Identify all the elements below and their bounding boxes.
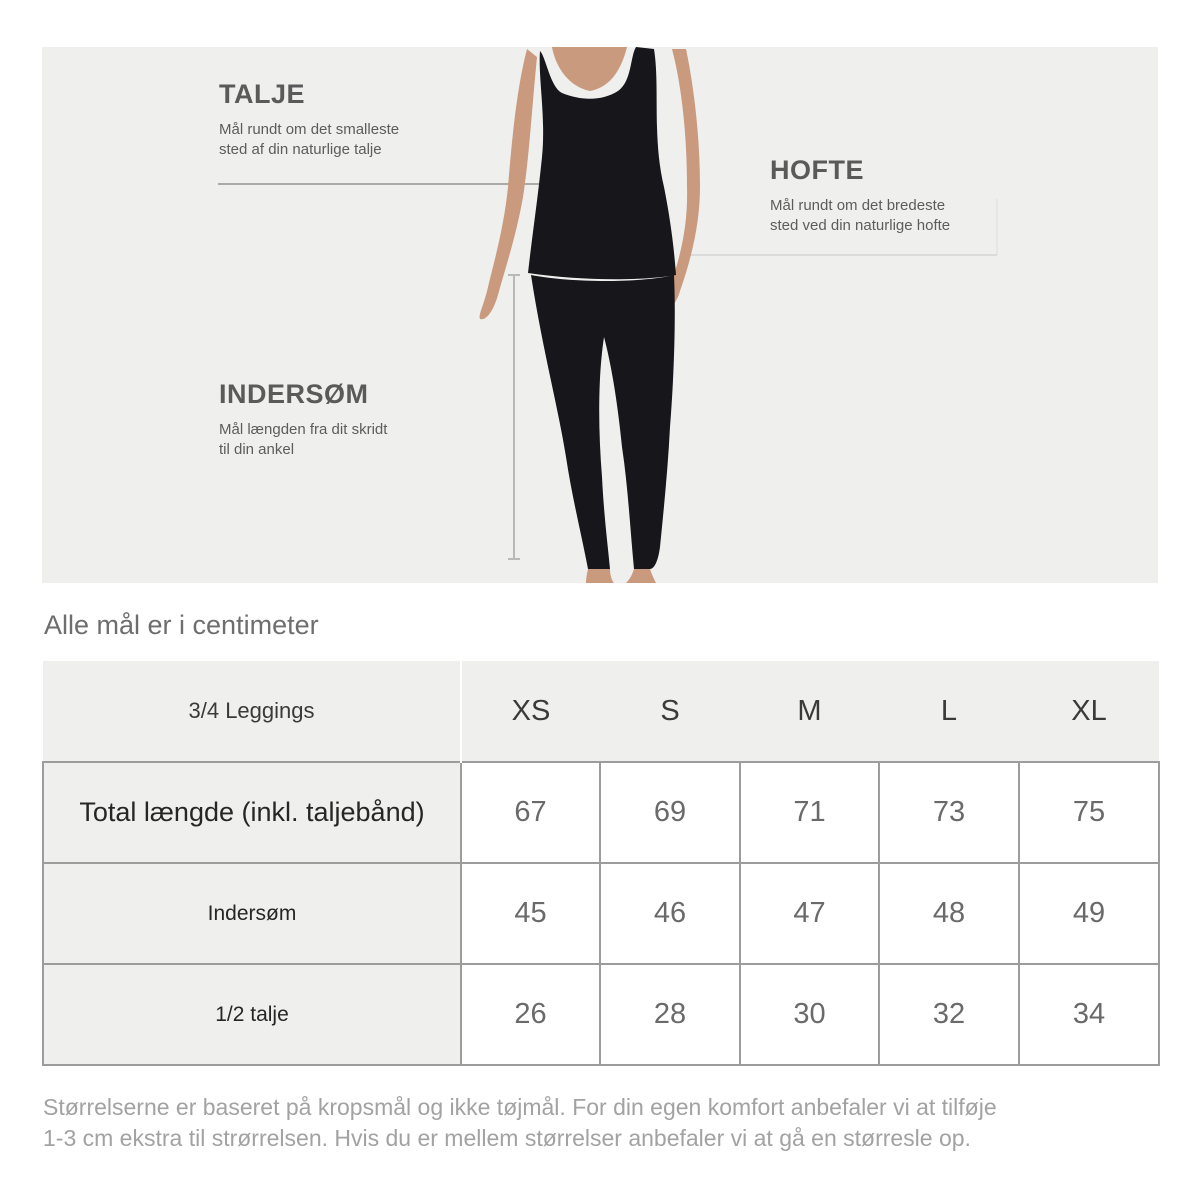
table-cell: 32 — [879, 964, 1019, 1065]
sizing-footnote — [43, 1092, 1153, 1154]
table-cell: 30 — [740, 964, 879, 1065]
row-label-inseam: Indersøm — [43, 863, 461, 964]
table-row-inseam — [43, 863, 1159, 964]
table-cell: 73 — [879, 762, 1019, 863]
table-cell: 26 — [461, 964, 600, 1065]
waist-desc-line-1: Mål rundt om det smalleste — [219, 121, 400, 138]
waist-desc-line-2: sted af din naturlige talje — [219, 141, 382, 158]
inseam-desc-line-1: Mål længden fra dit skridt — [219, 421, 388, 438]
inseam-title: INDERSØM — [219, 379, 369, 409]
hip-title: HOFTE — [770, 155, 864, 185]
table-cell: 28 — [600, 964, 740, 1065]
leggings — [531, 275, 675, 569]
size-header-m: M — [797, 694, 822, 727]
measurement-guide-panel — [42, 47, 1158, 583]
hip-desc-line-2: sted ved din naturlige hofte — [770, 217, 951, 234]
hip-desc-line-1: Mål rundt om det bredeste — [770, 197, 946, 214]
row-label-half-waist: 1/2 talje — [43, 964, 461, 1065]
table-row-half-waist — [43, 964, 1159, 1065]
table-cell: 71 — [740, 762, 879, 863]
size-table — [42, 661, 1160, 1066]
size-header-s: S — [660, 694, 680, 727]
table-cell: 75 — [1019, 762, 1159, 863]
waist-title: TALJE — [219, 79, 306, 109]
inseam-desc-line-2: til din ankel — [219, 441, 295, 458]
table-cell: 34 — [1019, 964, 1159, 1065]
size-header-xs: XS — [511, 694, 551, 727]
waist-description — [219, 120, 429, 160]
size-table-header-row — [43, 661, 1159, 762]
size-header-l: L — [940, 694, 958, 727]
model-figure-illustration — [42, 47, 1158, 583]
neck — [552, 47, 627, 91]
table-cell: 67 — [461, 762, 600, 863]
table-cell: 47 — [740, 863, 879, 964]
row-label-total-length: Total længde (inkl. taljebånd) — [43, 762, 461, 863]
table-cell: 45 — [461, 863, 600, 964]
table-cell: 49 — [1019, 863, 1159, 964]
product-name-header: 3/4 Leggings — [43, 661, 461, 762]
left-ankle — [586, 569, 614, 583]
table-cell: 46 — [600, 863, 740, 964]
inseam-description — [219, 420, 429, 460]
footnote-line-2: 1-3 cm ekstra til strørrelsen. Hvis du er mellem størrelser anbefaler vi at gå en størresle op. — [43, 1125, 971, 1151]
inseam-label — [219, 379, 429, 460]
table-cell: 48 — [879, 863, 1019, 964]
table-cell: 69 — [600, 762, 740, 863]
table-row-total-length — [43, 762, 1159, 863]
hip-description — [770, 196, 980, 236]
right-ankle — [626, 569, 656, 583]
units-note: Alle mål er i centimeter — [44, 610, 319, 640]
footnote-line-1: Størrelserne er baseret på kropsmål og ikke tøjmål. For din egen komfort anbefaler vi at tilføje — [43, 1094, 997, 1120]
waist-label — [219, 79, 429, 160]
hip-label — [770, 155, 980, 236]
size-header-xl: XL — [1071, 694, 1107, 727]
